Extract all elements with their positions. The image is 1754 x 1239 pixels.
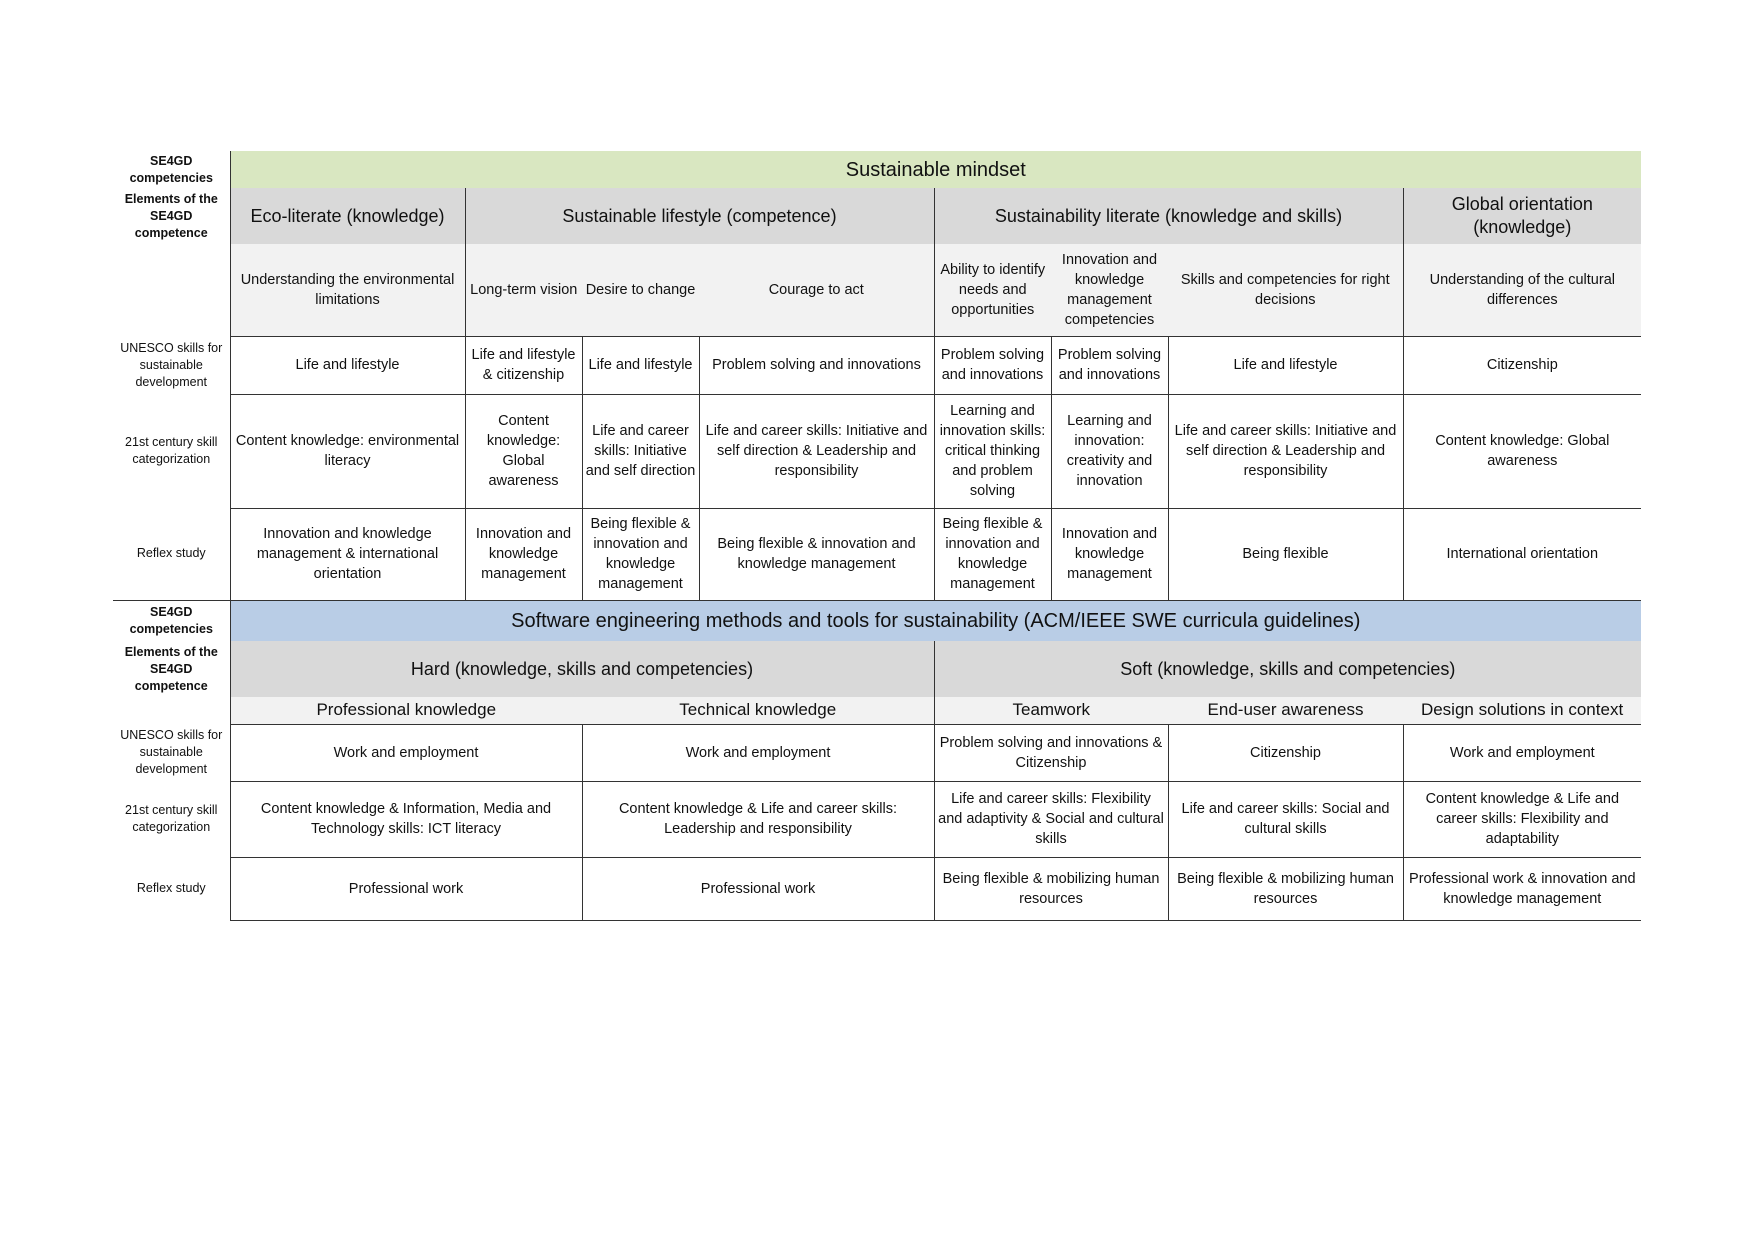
century-cell: Content knowledge & Information, Media and Technology skills: ICT literacy (230, 781, 582, 857)
century-cell: Content knowledge: Global awareness (465, 394, 582, 508)
unesco-cell: Life and lifestyle & citizenship (465, 336, 582, 394)
reflex-cell: Professional work (582, 857, 934, 920)
label-competencies: SE4GD competencies (113, 600, 230, 641)
unesco-cell: Problem solving and innovations (1051, 336, 1168, 394)
century-cell: Life and career skills: Social and cultural skills (1168, 781, 1403, 857)
reflex-cell: Being flexible (1168, 508, 1403, 600)
group-header: Eco-literate (knowledge) (230, 188, 465, 244)
unesco-cell: Life and lifestyle (582, 336, 699, 394)
group-header: Sustainable lifestyle (competence) (465, 188, 934, 244)
century-cell: Learning and innovation skills: critical thinking and problem solving (934, 394, 1051, 508)
century-cell: Life and career skills: Initiative and self direction & Leadership and responsibility (1168, 394, 1403, 508)
element-cell: Ability to identify needs and opportunities (934, 244, 1051, 336)
unesco-cell: Citizenship (1168, 724, 1403, 781)
label-elements: Elements of the SE4GD competence (124, 191, 218, 240)
century-cell: Content knowledge & Life and career skills: Flexibility and adaptability (1403, 781, 1641, 857)
reflex-cell: Innovation and knowledge management (465, 508, 582, 600)
century-cell: Life and career skills: Flexibility and adaptivity & Social and cultural skills (934, 781, 1168, 857)
group-header: Global orientation (knowledge) (1403, 188, 1641, 244)
element-cell: Desire to change (582, 244, 699, 336)
century-cell: Life and career skills: Initiative and self direction & Leadership and responsibility (699, 394, 934, 508)
label-elements: Elements of the SE4GD competence (124, 644, 218, 693)
reflex-cell: Innovation and knowledge management (1051, 508, 1168, 600)
label-unesco: UNESCO skills for sustainable development (120, 340, 223, 389)
reflex-cell: Being flexible & innovation and knowledge management (582, 508, 699, 600)
element-cell: Skills and competencies for right decisions (1168, 244, 1403, 336)
reflex-cell: Being flexible & mobilizing human resources (1168, 857, 1403, 920)
element-cell: Innovation and knowledge management competencies (1051, 244, 1168, 336)
unesco-cell: Work and employment (230, 724, 582, 781)
section-banner-sustainable-mindset: Sustainable mindset (230, 151, 1641, 188)
element-cell: Courage to act (699, 244, 934, 336)
label-blank (113, 244, 230, 336)
unesco-cell: Life and lifestyle (230, 336, 465, 394)
century-cell: Learning and innovation: creativity and innovation (1051, 394, 1168, 508)
unesco-cell: Work and employment (582, 724, 934, 781)
century-cell: Life and career skills: Initiative and self direction (582, 394, 699, 508)
label-reflex: Reflex study (136, 881, 206, 895)
unesco-cell: Problem solving and innovations (699, 336, 934, 394)
group-header: Soft (knowledge, skills and competencies) (934, 641, 1641, 697)
unesco-cell: Life and lifestyle (1168, 336, 1403, 394)
reflex-cell: International orientation (1403, 508, 1641, 600)
label-blank (113, 697, 230, 724)
unesco-cell: Work and employment (1403, 724, 1641, 781)
element-cell: Teamwork (934, 697, 1168, 724)
label-21st-century: 21st century skill categorization (125, 435, 218, 466)
reflex-cell: Professional work & innovation and knowledge management (1403, 857, 1641, 920)
group-header: Sustainability literate (knowledge and skills) (934, 188, 1403, 244)
reflex-cell: Being flexible & innovation and knowledge management (934, 508, 1051, 600)
reflex-cell: Innovation and knowledge management & international orientation (230, 508, 465, 600)
element-cell: Long-term vision (465, 244, 582, 336)
unesco-cell: Problem solving and innovations (934, 336, 1051, 394)
reflex-cell: Being flexible & mobilizing human resources (934, 857, 1168, 920)
element-cell: Technical knowledge (582, 697, 934, 724)
element-cell: Understanding of the cultural differences (1403, 244, 1641, 336)
reflex-cell: Professional work (230, 857, 582, 920)
label-reflex: Reflex study (136, 546, 206, 561)
competence-table (113, 151, 1641, 921)
element-cell: End-user awareness (1168, 697, 1403, 724)
century-cell: Content knowledge: Global awareness (1403, 394, 1641, 508)
group-header: Hard (knowledge, skills and competencies) (230, 641, 934, 697)
unesco-cell: Problem solving and innovations & Citizenship (934, 724, 1168, 781)
century-cell: Content knowledge: environmental literacy (230, 394, 465, 508)
label-21st-century: 21st century skill categorization (125, 803, 218, 834)
label-competencies: SE4GD competencies (129, 153, 213, 185)
century-cell: Content knowledge & Life and career skills: Leadership and responsibility (582, 781, 934, 857)
unesco-cell: Citizenship (1403, 336, 1641, 394)
label-unesco: UNESCO skills for sustainable development (120, 728, 223, 776)
element-cell: Professional knowledge (230, 697, 582, 724)
element-cell: Design solutions in context (1403, 697, 1641, 724)
section-banner-software-engineering: Software engineering methods and tools for sustainability (ACM/IEEE SWE curricula guidelines) (230, 600, 1641, 641)
element-cell: Understanding the environmental limitations (230, 244, 465, 336)
reflex-cell: Being flexible & innovation and knowledge management (699, 508, 934, 600)
